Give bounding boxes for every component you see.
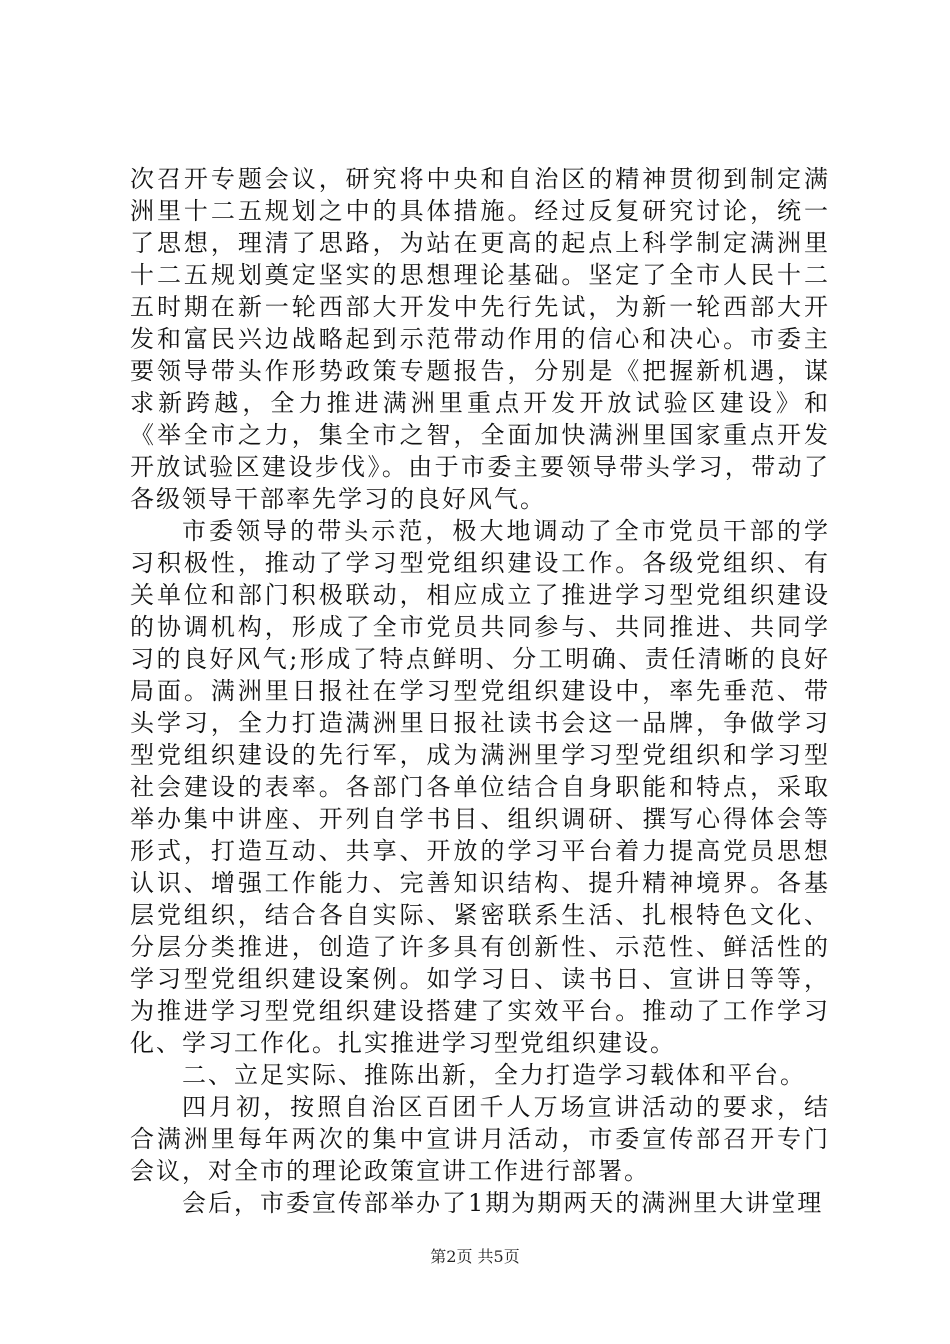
paragraph-after-meeting: 会后，市委宣传部举办了1期为期两天的满洲里大讲堂理 xyxy=(182,1189,824,1217)
section-heading: 二、立足实际、推陈出新，全力打造学习载体和平台。 xyxy=(182,1061,806,1089)
paragraph-leadership-example: 市委领导的带头示范，极大地调动了全市党员干部的学习积极性，推动了学习型党组织建设工作。各级党组织、有关单位和部门积极联动，相应成立了推进学习型党组织建设的协调机构，形成了全市党员共同参与、共同推进、共同学习的良好风气;形成了特点鲜明、分工明确、责任清晰的良好局面。满洲里日报社在学习型党组织建设中，率先垂范、带头学习，全力打造满洲里日报社读书会这一品牌，争做学习型党组织建设的先行军，成为满洲里学习型党组织和学习型社会建设的表率。各部门各单位结合自身职能和特点，采取举办集中讲座、开列自学书目、组织调研、撰写心得体会等形式，打造互动、共享、开放的学习平台着力提高党员思想认识、增强工作能力、完善知识结构、提升精神境界。各基层党组织，结合各自实际、紧密联系生活、扎根特色文化、分层分类推进，创造了许多具有创新性、示范性、鲜活性的学习型党组织建设案例。如学习日、读书日、宣讲日等等，为推进学习型党组织建设搭建了实效平台。推动了工作学习化、学习工作化。扎实推进学习型党组织建设。 xyxy=(130,517,830,1057)
paragraph-april-meeting: 四月初，按照自治区百团千人万场宣讲活动的要求，结合满洲里每年两次的集中宣讲月活动，市委宣传部召开专门会议，对全市的理论政策宣讲工作进行部署。 xyxy=(130,1093,830,1185)
document-body xyxy=(130,163,830,1219)
paragraph-continuation: 次召开专题会议，研究将中央和自治区的精神贯彻到制定满洲里十二五规划之中的具体措施。经过反复研究讨论，统一了思想，理清了思路，为站在更高的起点上科学制定满洲里十二五规划奠定坚实的思想理论基础。坚定了全市人民十二五时期在新一轮西部大开发中先行先试，为新一轮西部大开发和富民兴边战略起到示范带动作用的信心和决心。市委主要领导带头作形势政策专题报告，分别是《把握新机遇，谋求新跨越，全力推进满洲里重点开发开放试验区建设》和《举全市之力，集全市之智，全面加快满洲里国家重点开发开放试验区建设步伐》。由于市委主要领导带头学习，带动了各级领导干部率先学习的良好风气。 xyxy=(130,165,830,513)
page-number-footer: 第2页 共5页 xyxy=(430,1247,520,1266)
